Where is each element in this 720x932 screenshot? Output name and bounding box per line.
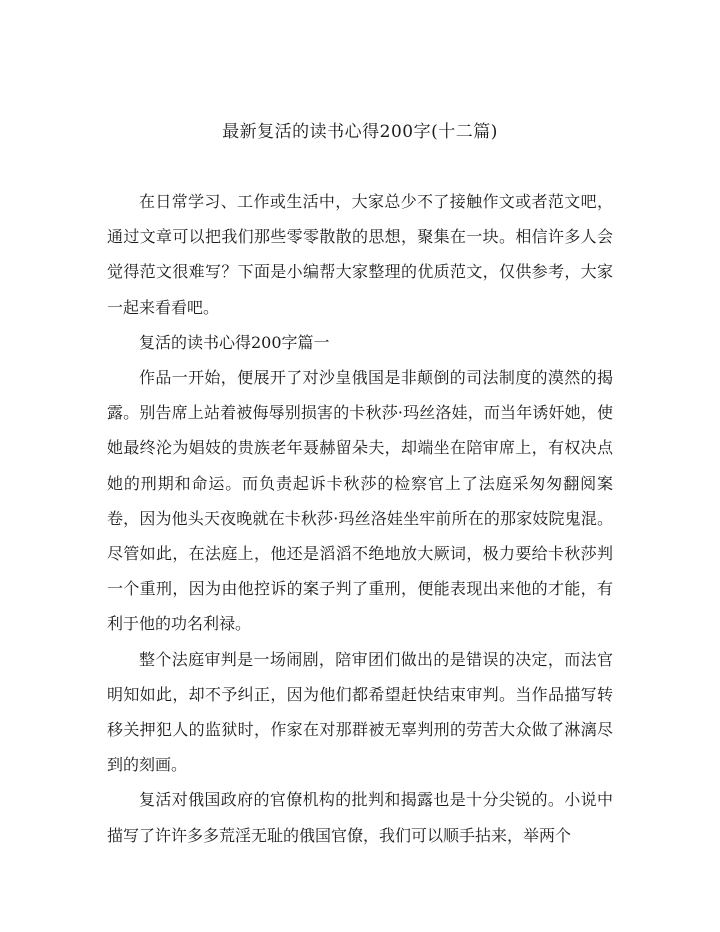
body-paragraph-2: 整个法庭审判是一场闹剧，陪审团们做出的是错误的决定，而法官明知如此，却不予纠正，因为他们都希望赶快结束审判。当作品描写转移关押犯人的监狱时，作家在对那群被无辜判刑的劳苦大众做了淋漓尽到的刻画。: [107, 649, 613, 775]
section-heading: 复活的读书心得200字篇一: [139, 332, 330, 352]
body-paragraph-1: 作品一开始，便展开了对沙皇俄国是非颠倒的司法制度的漠然的揭露。别告席上站着被侮辱别损害的卡秋莎·玛丝洛娃，而当年诱奸她，使她最终沦为娼妓的贵族老年聂赫留朵夫，却端坐在陪审席上，有权决点她的刑期和命运。而负责起诉卡秋莎的检察官上了法庭采匆匆翻阅案卷，因为他头天夜晚就在卡秋莎·玛丝洛娃坐牢前所在的那家妓院鬼混。尽管如此，在法庭上，他还是滔滔不绝地放大厥词，极力要给卡秋莎判一个重刑，因为由他控诉的案子判了重刑，便能表现出来他的才能，有利于他的功名利禄。: [107, 368, 613, 634]
intro-paragraph: 在日常学习、工作或生活中，大家总少不了接触作文或者范文吧，通过文章可以把我们那些零零散散的思想，聚集在一块。相信许多人会觉得范文很难写？下面是小编帮大家整理的优质范文，仅供参考，大家一起来看看吧。: [107, 192, 613, 317]
document-title: 最新复活的读书心得200字(十二篇): [222, 122, 498, 142]
document-body: [107, 184, 613, 853]
body-paragraph-3: 复活对俄国政府的官僚机构的批判和揭露也是十分尖锐的。小说中描写了许许多多荒淫无耻的俄国官僚，我们可以顺手拈来，举两个: [107, 790, 613, 845]
